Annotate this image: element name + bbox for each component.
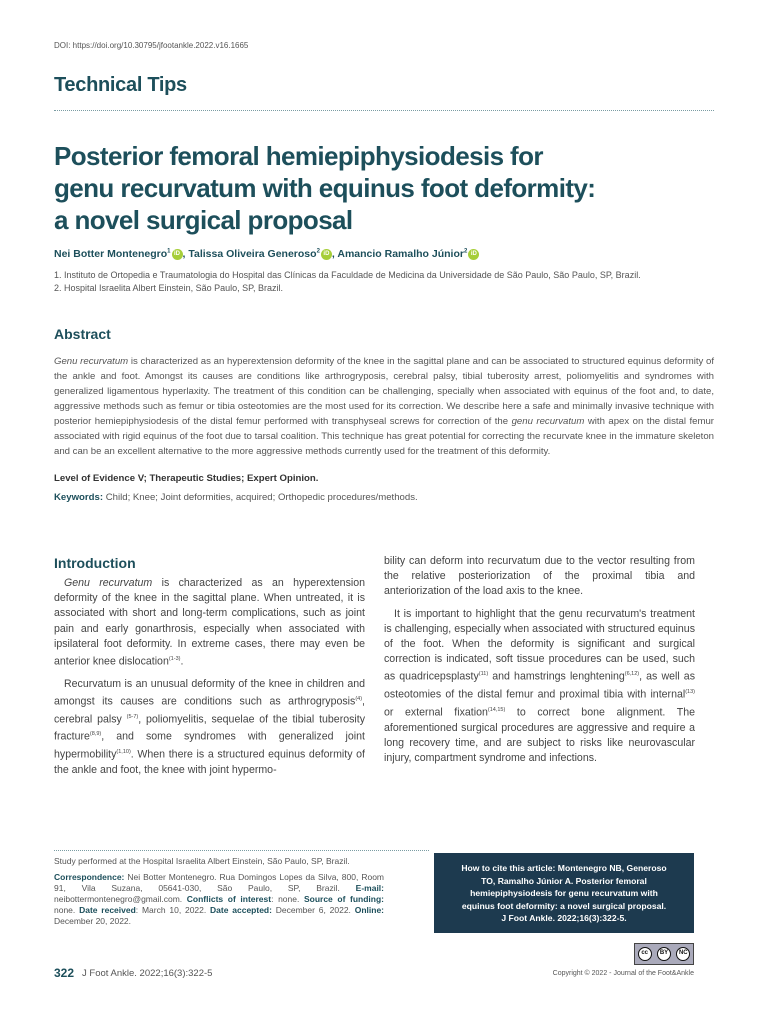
- text-part: . When there is a structured equinus deformity of the ankle and foot, the knee with joint hypermo-: [54, 748, 365, 776]
- title-line: a novel surgical proposal: [54, 205, 353, 235]
- text-part: , poliomyelitis, sequelae of the tibial tuberosity fracture: [54, 713, 366, 743]
- author-affiliation-ref: 2: [463, 248, 468, 255]
- label: Source of funding:: [303, 894, 384, 904]
- text-part: : March 10, 2022.: [135, 905, 211, 915]
- cc-icon: cc: [638, 947, 652, 961]
- abstract-text-part: with apex on the distal femur associated with rigid equinus of the foot due to tarsal coalition. This technique has great potential for correcting the recurvate knee in the immature skeleton and can be an excellent alternative to the more aggressive methods currently used for the treatment of this deformity.: [54, 416, 714, 457]
- text-part: Nei Botter Montenegro. Rua Domingos Lopes da Silva, 800, Room 91, Vila Suzana, 05641-030, São Paulo, SP, Brazil.: [54, 872, 384, 893]
- label: Conflicts of interest: [186, 894, 272, 904]
- level-of-evidence: Level of Evidence V; Therapeutic Studies; Expert Opinion.: [54, 473, 319, 484]
- citation-line: J Foot Ankle. 2022;16(3):322-5.: [501, 913, 627, 923]
- page-number: 322: [54, 966, 75, 980]
- introduction-heading: Introduction: [54, 555, 136, 571]
- affiliations: [54, 269, 694, 295]
- study-location-note: Study performed at the Hospital Israelita Albert Einstein, São Paulo, SP, Brazil.: [54, 856, 350, 866]
- text-part: or external fixation: [384, 706, 488, 719]
- email-link[interactable]: neibottermontenegro@gmail.com.: [54, 894, 187, 904]
- text-part: to correct bone alignment. The aforementioned surgical procedures are aggressive and require a long recovery time, and are subject to risks like neurovascular injury, compartment syndrome and infections.: [384, 706, 696, 765]
- citation-box: [434, 853, 694, 933]
- reference[interactable]: (5-7): [126, 713, 139, 720]
- journal-reference: J Foot Ankle. 2022;16(3):322-5: [82, 968, 213, 979]
- reference[interactable]: (8,9): [89, 731, 102, 738]
- keywords: [54, 492, 418, 503]
- citation-line: TO, Ramalho Júnior A. Posterior femoral: [481, 875, 647, 886]
- citation-line: equinus foot deformity: a novel surgical proposal.: [461, 900, 667, 911]
- author-name: Talissa Oliveira Generoso: [188, 248, 317, 260]
- reference[interactable]: (1,10): [116, 749, 131, 756]
- reference[interactable]: (13): [685, 689, 695, 696]
- label: Date accepted:: [210, 905, 272, 915]
- paragraph: [54, 677, 365, 778]
- author-affiliation-ref: 1: [167, 248, 171, 255]
- reference[interactable]: (1-3): [168, 656, 181, 663]
- text-part: : none.: [271, 894, 304, 904]
- section-label: Technical Tips: [54, 74, 187, 96]
- abstract-heading: Abstract: [54, 326, 111, 342]
- text-part: December 20, 2022.: [54, 916, 132, 926]
- abstract-text: [54, 354, 714, 459]
- label: E-mail:: [355, 883, 384, 893]
- text-part: and hamstrings lenghtening: [488, 670, 625, 683]
- keywords-list: Child; Knee; Joint deformities, acquired; Orthopedic procedures/methods.: [103, 492, 418, 503]
- text-part: , cerebral palsy: [54, 695, 365, 726]
- abstract-term: genu recurvatum: [511, 416, 585, 427]
- paragraph: Genu recurvatum is characterized as an hyperextension deformity of the knee in the sagittal plane. When untreated, it is associated with short and long-term complications, such as joint pain and early gonarthrosis, especially when associated with ipsilateral foot deformity. In extreme cases, there may even be anterior knee dislocation$^{(1-3)}$.: [54, 577, 365, 668]
- author-affiliation-ref: 2: [316, 248, 320, 255]
- cc-by-nc-icon[interactable]: [634, 943, 694, 965]
- orcid-icon[interactable]: iD: [321, 249, 332, 260]
- text-part: December 6, 2022.: [271, 905, 355, 915]
- author-list: Nei Botter Montenegro$^1$ iD , Talissa Oliveira Generoso$^2$ iD , Amancio Ramalho Júnior$^2$ iD: [54, 248, 479, 260]
- term: Genu recurvatum: [64, 577, 153, 589]
- text-part: is characterized as an hyperextension deformity of the knee in the sagittal plane. When untreated, it is associated with short and long-term complications, such as joint pain and early gonarthrosis, especially when associated with ipsilateral foot deformity. In extreme cases, there may even be anterior knee dislocation: [54, 577, 365, 668]
- body-column-right: [384, 554, 695, 773]
- article-title: [54, 140, 694, 236]
- title-line: Posterior femoral hemiepiphysiodesis for: [54, 141, 543, 171]
- footnote-divider: [54, 850, 429, 851]
- nc-icon: NC: [676, 947, 690, 961]
- keywords-label: Keywords:: [54, 492, 104, 503]
- paragraph: [384, 607, 695, 767]
- affiliation-item: 2. Hospital Israelita Albert Einstein, São Paulo, SP, Brazil.: [54, 283, 283, 293]
- text-part: It is important to highlight that the genu recurvatum's treatment is challenging, especially when associated with structured equinus of the foot. When the deformity is significant and surgical correction is indicated, soft tissue procedures can be used, such as quadricepsplasty: [384, 607, 695, 683]
- paragraph: bility can deform into recurvatum due to the vector resulting from the relative posteriorization of the proximal tibia and anteriorization of the load axis to the knee.: [384, 555, 695, 598]
- doi-link[interactable]: DOI: https://doi.org/10.30795/jfootankle.2022.v16.1665: [54, 41, 249, 50]
- text-part: , as well as osteotomies of the distal femur and proximal tibia with internal: [384, 670, 695, 701]
- label: Date received: [79, 905, 136, 915]
- label: Online:: [354, 905, 384, 915]
- affiliation-item: 1. Instituto de Ortopedia e Traumatologia do Hospital das Clínicas da Faculdade de Medicina da Universidade de São Paulo, São Paulo, SP, Brazil.: [54, 270, 641, 280]
- reference[interactable]: (11): [478, 671, 489, 678]
- citation-line: hemiepiphysiodesis for genu recurvatum with: [470, 888, 658, 898]
- title-line: genu recurvatum with equinus foot deformity:: [54, 173, 596, 203]
- by-icon: BY: [657, 947, 671, 961]
- citation-line: How to cite this article: Montenegro NB, Generoso: [461, 863, 667, 873]
- label: Correspondence:: [54, 872, 125, 882]
- abstract-term: Genu recurvatum: [54, 356, 129, 367]
- orcid-icon[interactable]: iD: [172, 249, 183, 260]
- reference[interactable]: (6,12): [624, 671, 640, 678]
- body-column-left: [54, 554, 365, 785]
- header-divider: [54, 110, 714, 111]
- reference[interactable]: (4): [355, 695, 363, 702]
- copyright-notice: Copyright © 2022 - Journal of the Foot&Ankle: [552, 970, 694, 977]
- reference[interactable]: (14,15): [487, 706, 506, 713]
- author-name: Nei Botter Montenegro: [54, 248, 168, 260]
- abstract-text-part: is characterized as an hyperextension deformity of the knee in the sagittal plane and can be associated to structured equinus deformity of the ankle and foot. Amongst its causes are conditions like arthrogryposis, cerebral palsy, tibial tuberosity arrest, poliomyelitis and syndromes with generalized ligamentous hyperlaxity. The treatment of this condition can be challenging, specially when associated with equinus of the foot and, to date, aggressive methods such as femur or tibia osteotomies are the most used for its correction. We describe here a safe and minimally invasive technique with posterior hemiepiphysiodesis of the distal femur performed with transphyseal screws for correction of the: [54, 356, 714, 427]
- text-part: Recurvatum is an unusual deformity of the knee in children and amongst its causes are conditions such as arthrogryposis: [54, 677, 365, 708]
- text-part: , and some syndromes with generalized joint hypermobility: [54, 730, 365, 761]
- author-name: Amancio Ramalho Júnior: [337, 248, 464, 260]
- text-part: none.: [54, 905, 80, 915]
- correspondence-note: [54, 872, 384, 927]
- orcid-icon[interactable]: iD: [468, 249, 479, 260]
